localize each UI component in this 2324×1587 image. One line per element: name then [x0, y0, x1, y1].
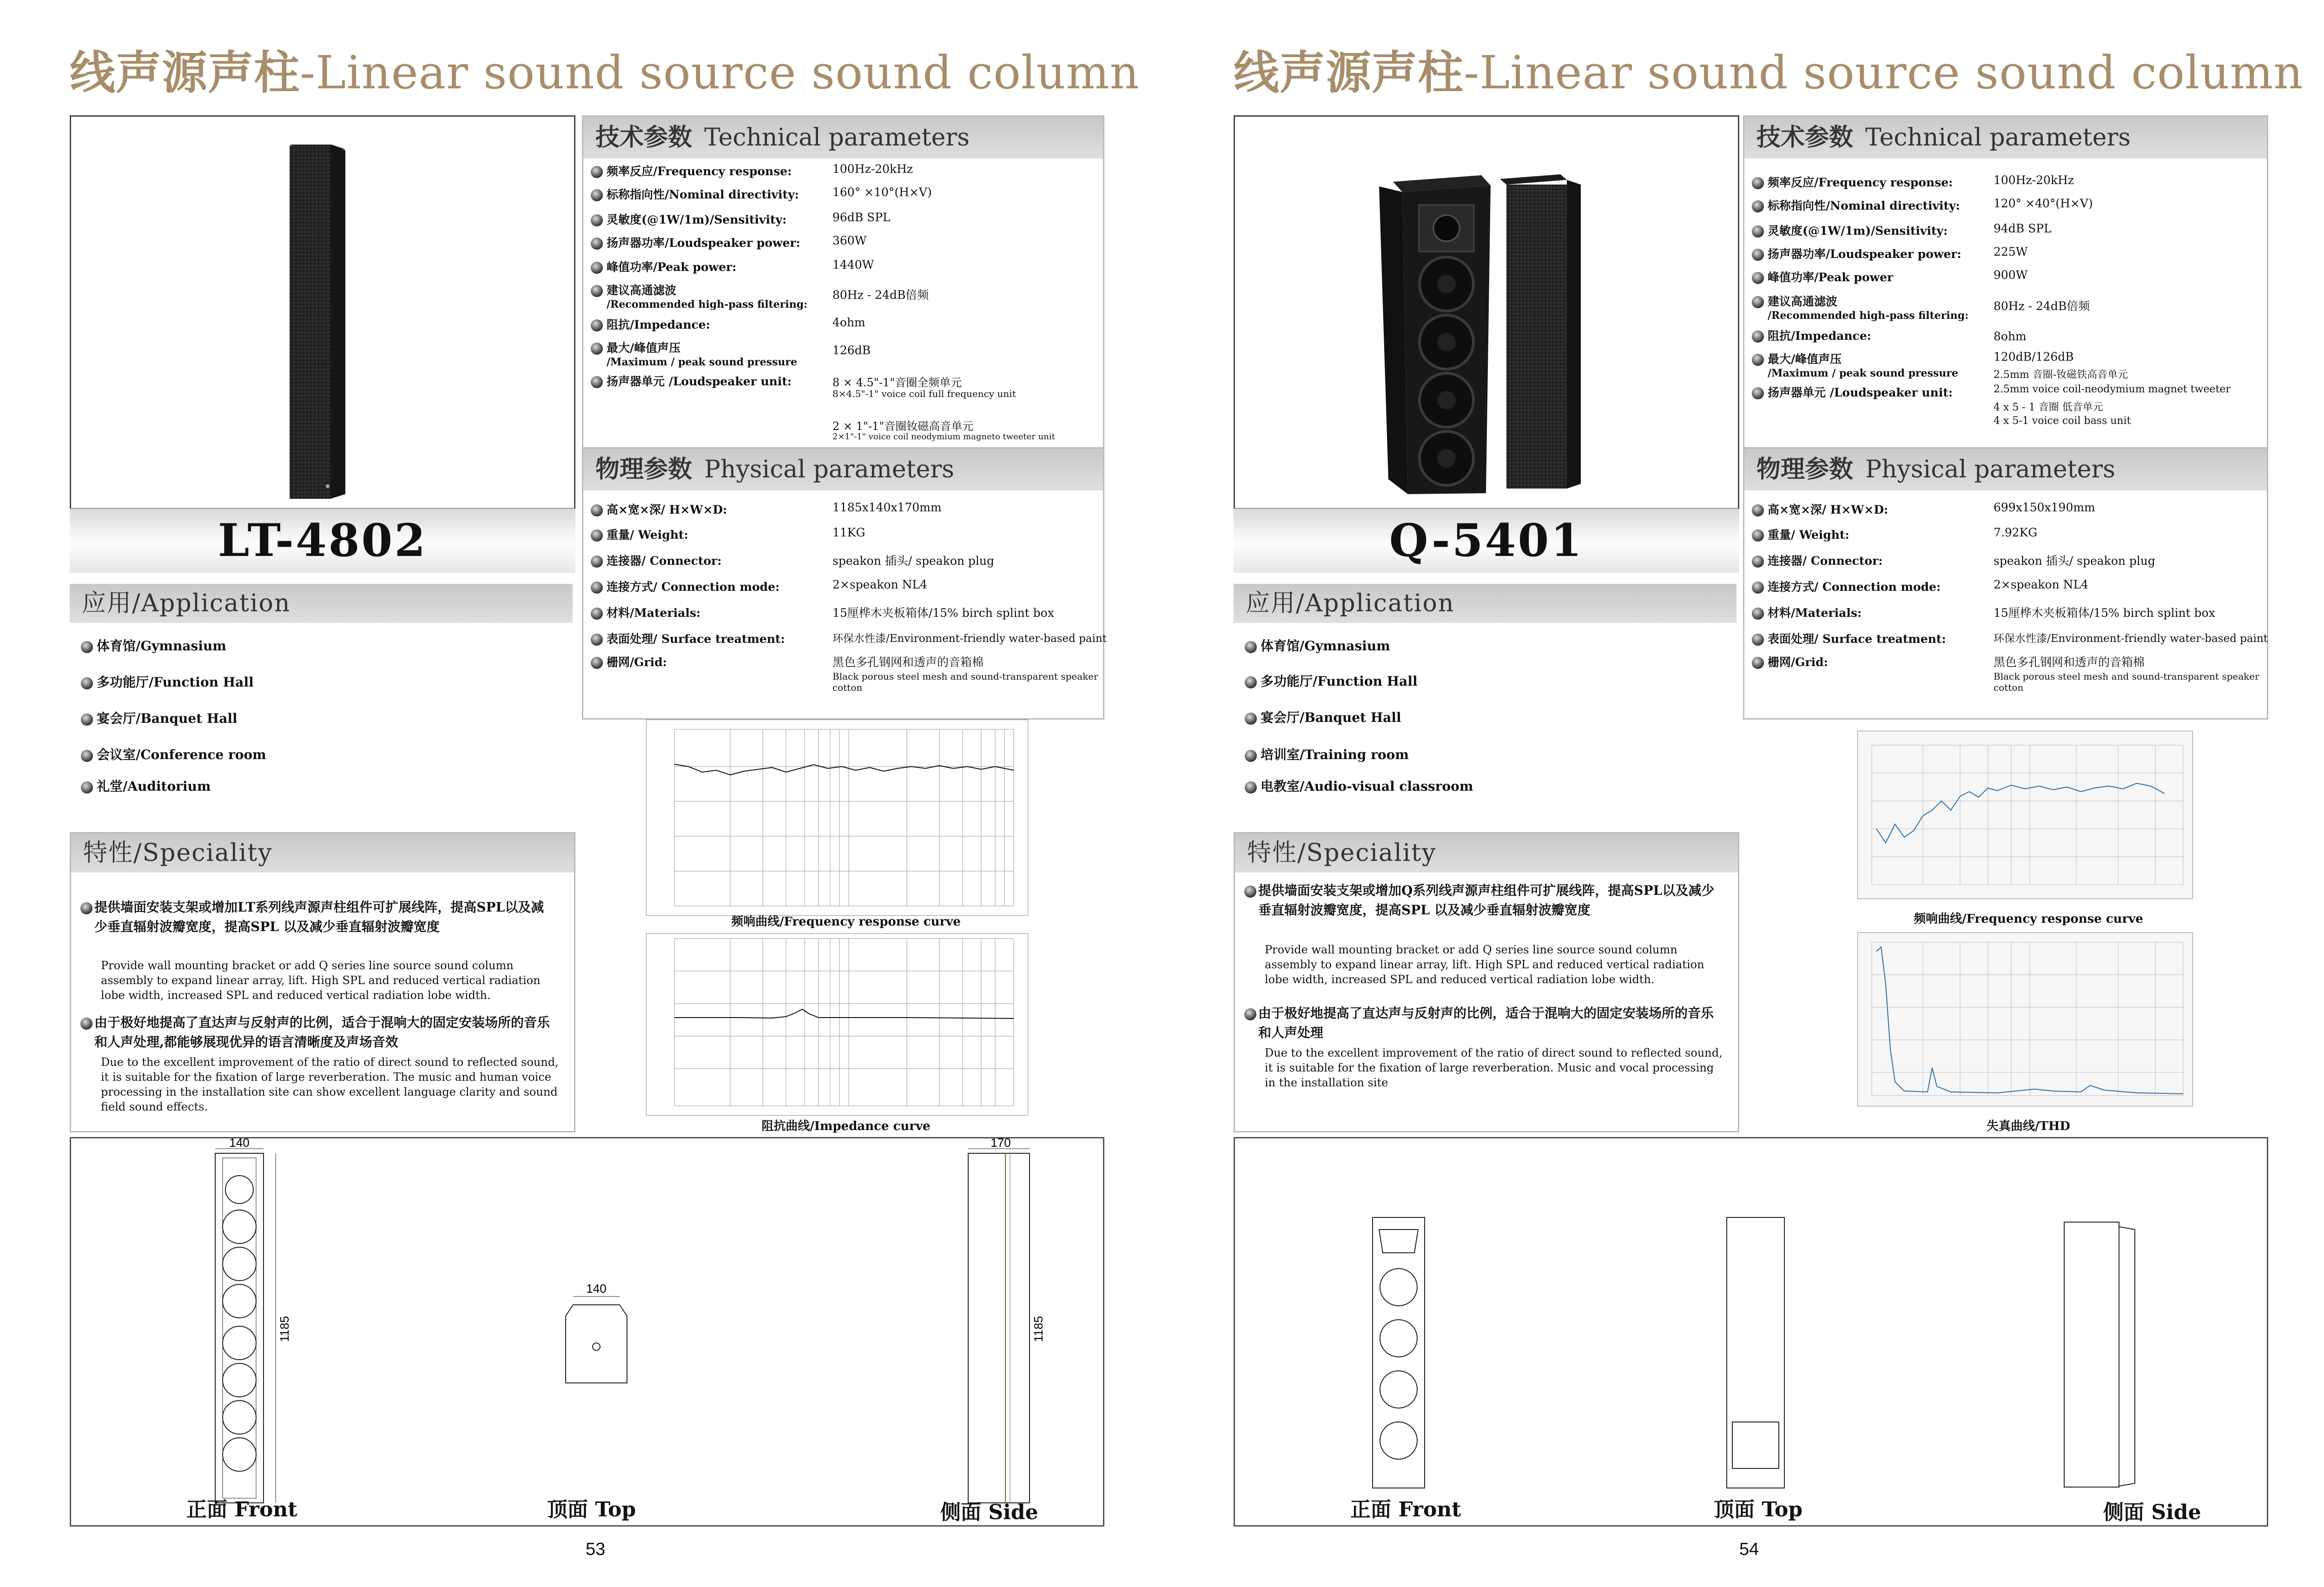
bullet-icon	[591, 238, 603, 250]
bullet-icon	[1752, 657, 1764, 669]
bullet-icon	[81, 714, 93, 726]
bullet-icon	[1752, 225, 1764, 238]
speciality-1-en: Provide wall mounting bracket or add Q series line source sound column assembly to expand linear array, lift. High SPL and reduced vertical radiation lobe width, increased SPL and reduced vertical radiation lobe width.	[1265, 943, 1704, 986]
page-right	[1164, 0, 2324, 1587]
bullet-icon	[591, 343, 603, 355]
speciality-panel	[1234, 832, 1739, 1132]
bullet-icon	[1752, 634, 1764, 646]
speciality-1-cn: 提供墙面安装支架或增加LT系列线声源声柱组件可扩展线阵，提高SPL以及减少垂直辐射波瓣宽度，提高SPL 以及减少垂直辐射波瓣宽度	[94, 899, 544, 934]
bullet-icon	[591, 285, 603, 297]
bullet-icon	[1752, 529, 1764, 542]
bullet-icon	[1752, 200, 1764, 212]
application-item: 宴会厅/Banquet Hall	[81, 708, 238, 727]
bullet-icon	[1245, 781, 1257, 794]
bullet-icon	[591, 555, 603, 568]
bullet-icon	[1752, 608, 1764, 620]
impedance-caption: 阻抗曲线/Impedance curve	[761, 1119, 931, 1133]
model-name: Q-5401	[1234, 509, 1739, 573]
application-item: 礼堂/Auditorium	[81, 776, 211, 795]
speciality-2-cn: 由于极好地提高了直达声与反射声的比例，适合于混响大的固定安装场所的音乐和人声处理,都能够展现优异的语言清晰度及声场音效	[94, 1015, 550, 1050]
bullet-icon	[80, 1018, 92, 1030]
frequency-response-graph	[1857, 731, 2193, 899]
bullet-icon	[1245, 750, 1257, 762]
front-height-dim: 1185	[277, 1316, 291, 1342]
frequency-response-caption: 频响曲线/Frequency response curve	[731, 915, 961, 929]
bullet-icon	[1752, 272, 1764, 284]
front-width-dim: 140	[229, 1138, 250, 1150]
speciality-1-cn: 提供墙面安装支架或增加Q系列线声源声柱组件可扩展线阵，提高SPL以及减少垂直辐射波瓣宽度，提高SPL 以及减少垂直辐射波瓣宽度	[1258, 883, 1715, 918]
side-width-dim: 170	[990, 1138, 1011, 1150]
physical-parameters-panel: 物理参数 Physical parameters 高×宽×深/ H×W×D: 1185x140x170mm 重量/ Weight: 11KG 连接器/ Connector: speakon 插头/ speakon plug 连接方式/ Connection mode: 2×speakon NL4 材料/Materials: 15厘桦木夹板箱体/15% birch splint box 表面处理/ Surface treatment: 环保水性漆/Environment-friendly water-based paint 栅网/Grid: 黑色多孔钢网和透声的音箱棉 Black porous steel mesh and sound-transparent speaker cotton	[582, 447, 1104, 720]
speciality-2-cn: 由于极好地提高了直达声与反射声的比例，适合于混响大的固定安装场所的音乐和人声处理	[1258, 1005, 1714, 1040]
bullet-icon	[1245, 713, 1257, 725]
bullet-icon	[591, 634, 603, 646]
application-item: 多功能厅/Function Hall	[81, 672, 254, 691]
product-image	[70, 115, 575, 509]
bullet-icon	[591, 214, 603, 226]
front-label: 正面 Front	[1350, 1498, 1461, 1521]
application-item: 电教室/Audio-visual classroom	[1245, 776, 1473, 795]
bullet-icon	[1244, 1008, 1256, 1020]
bullet-icon	[1752, 249, 1764, 261]
application-item: 多功能厅/Function Hall	[1245, 671, 1418, 690]
dimension-drawings	[1234, 1137, 2268, 1527]
page-number: 53	[586, 1540, 606, 1559]
frequency-response-graph	[646, 720, 1028, 916]
technical-parameters-header: 技术参数 Technical parameters	[1744, 117, 2267, 159]
bullet-icon	[81, 750, 93, 762]
application-item: 宴会厅/Banquet Hall	[1245, 708, 1401, 726]
bullet-icon	[1245, 641, 1257, 653]
thd-graph	[1857, 932, 2193, 1106]
bullet-icon	[591, 262, 603, 274]
page-number: 54	[1739, 1540, 1759, 1559]
top-label: 顶面 Top	[1714, 1498, 1803, 1521]
bullet-icon	[1752, 582, 1764, 594]
bullet-icon	[1752, 504, 1764, 516]
bullet-icon	[1752, 177, 1764, 189]
speciality-header: 特性/Speciality	[1235, 833, 1738, 873]
model-name: LT-4802	[70, 509, 575, 573]
speciality-header: 特性/Speciality	[71, 833, 574, 873]
bullet-icon	[81, 781, 93, 794]
technical-parameters-header: 技术参数 Technical parameters	[583, 117, 1103, 159]
physical-parameters-panel: 物理参数 Physical parameters 高×宽×深/ H×W×D: 699x150x190mm 重量/ Weight: 7.92KG 连接器/ Connector: speakon 插头/ speakon plug 连接方式/ Connection mode: 2×speakon NL4 材料/Materials: 15厘桦木夹板箱体/15% birch splint box 表面处理/ Surface treatment: 环保水性漆/Environment-friendly water-based paint 栅网/Grid: 黑色多孔钢网和透声的音箱棉 Black porous steel mesh and sound-transparent speaker cotton	[1743, 447, 2268, 720]
bullet-icon	[1752, 331, 1764, 343]
application-item: 会议室/Conference room	[81, 745, 266, 763]
side-view-drawing	[2064, 1222, 2135, 1487]
product-image	[1234, 115, 1739, 509]
dimension-drawings	[70, 1137, 1104, 1527]
physical-parameters-header: 物理参数 Physical parameters	[583, 449, 1103, 490]
bullet-icon	[81, 677, 93, 689]
side-height-dim: 1185	[1031, 1316, 1045, 1342]
page-heading: 线声源声柱-Linear sound source sound column	[70, 46, 1140, 99]
application-item: 体育馆/Gymnasium	[81, 636, 226, 655]
bullet-icon	[591, 189, 603, 201]
front-view-drawing	[1373, 1217, 1425, 1488]
speciality-1-en: Provide wall mounting bracket or add Q series line source sound column assembly to expand linear array, lift. High SPL and reduced vertical radiation lobe width, increased SPL and reduced vertical radiation lobe width.	[101, 959, 541, 1002]
technical-parameters-panel: 技术参数 Technical parameters 频率反应/Frequency response: 100Hz-20kHz 标称指向性/Nominal directivity: 120° ×40°(H×V) 灵敏度(@1W/1m)/Sensitivity: 94dB SPL 扬声器功率/Loudspeaker power: 225W 峰值功率/Peak power 900W 建议高通滤波 80Hz - 24dB倍频 /Recommended high-pass filtering: 阻抗/Impedance: 8ohm 最大/峰值声压 120dB/126dB /Maximum / peak sound pressure 2.5mm 音圈-钕磁铁高音单元 扬声器单元 /Loudspeaker unit: 2.5mm voice coil-neodymium magnet tweeter 4 x 5 - 1 音圈 低音单元 4 x 5-1 voice coil bass unit	[1743, 115, 2268, 453]
application-panel	[1234, 584, 1736, 826]
bullet-icon	[1752, 354, 1764, 366]
side-label: 侧面 Side	[2103, 1501, 2201, 1524]
top-view-drawing	[566, 1296, 627, 1383]
bullet-icon	[591, 657, 603, 669]
physical-parameters-header: 物理参数 Physical parameters	[1744, 449, 2267, 490]
bullet-icon	[1752, 555, 1764, 568]
top-view-drawing	[1727, 1217, 1784, 1488]
speciality-panel	[70, 832, 575, 1132]
bullet-icon	[591, 608, 603, 620]
frequency-response-caption: 频响曲线/Frequency response curve	[1914, 912, 2143, 926]
front-view-drawing	[215, 1149, 276, 1503]
side-view-drawing	[968, 1149, 1030, 1503]
top-label: 顶面 Top	[547, 1498, 636, 1521]
bullet-icon	[1244, 886, 1256, 898]
application-item: 体育馆/Gymnasium	[1245, 636, 1390, 655]
bullet-icon	[591, 529, 603, 542]
bullet-icon	[80, 902, 92, 914]
speciality-2-en: Due to the excellent improvement of the ratio of direct sound to reflected sound, it is suitable for the fixation of large reverberation. The music and human voice processing in the installation site can show excellent language clarity and sound field sound effects.	[101, 1056, 559, 1113]
side-label: 侧面 Side	[940, 1501, 1038, 1524]
speciality-2-en: Due to the excellent improvement of the ratio of direct sound to reflected sound, it is suitable for the fixation of large reverberation. Music and vocal processing in the installation site	[1265, 1046, 1723, 1089]
application-panel	[70, 584, 573, 826]
technical-parameters-panel: 技术参数 Technical parameters 频率反应/Frequency response: 100Hz-20kHz 标称指向性/Nominal directivity: 160° ×10°(H×V) 灵敏度(@1W/1m)/Sensitivity: 96dB SPL 扬声器功率/Loudspeaker power: 360W 峰值功率/Peak power: 1440W 建议高通滤波 80Hz - 24dB倍频 /Recommended high-pass filtering: 阻抗/Impedance: 4ohm 最大/峰值声压 126dB /Maximum / peak sound pressure 扬声器单元 /Loudspeaker unit: 8 × 4.5"-1"音圈全频单元 8×4.5"-1" voice coil full frequency unit 2 × 1"-1"音圈钕磁高音单元 2×1"-1" voice coil neodymium magneto tweeter unit	[582, 115, 1104, 453]
top-width-dim: 140	[586, 1282, 607, 1296]
bullet-icon	[1245, 676, 1257, 688]
bullet-icon	[591, 504, 603, 516]
application-header: 应用/Application	[1234, 584, 1736, 623]
bullet-icon	[81, 641, 93, 653]
bullet-icon	[1752, 387, 1764, 399]
thd-caption: 失真曲线/THD	[1987, 1119, 2070, 1133]
page-heading: 线声源声柱-Linear sound source sound column	[1234, 46, 2304, 99]
impedance-graph	[646, 933, 1028, 1116]
bullet-icon	[591, 319, 603, 331]
bullet-icon	[591, 376, 603, 388]
application-header: 应用/Application	[70, 584, 573, 623]
bullet-icon	[591, 582, 603, 594]
application-item: 培训室/Training room	[1245, 745, 1409, 763]
bullet-icon	[591, 166, 603, 178]
front-label: 正面 Front	[186, 1498, 297, 1521]
bullet-icon	[1752, 296, 1764, 308]
